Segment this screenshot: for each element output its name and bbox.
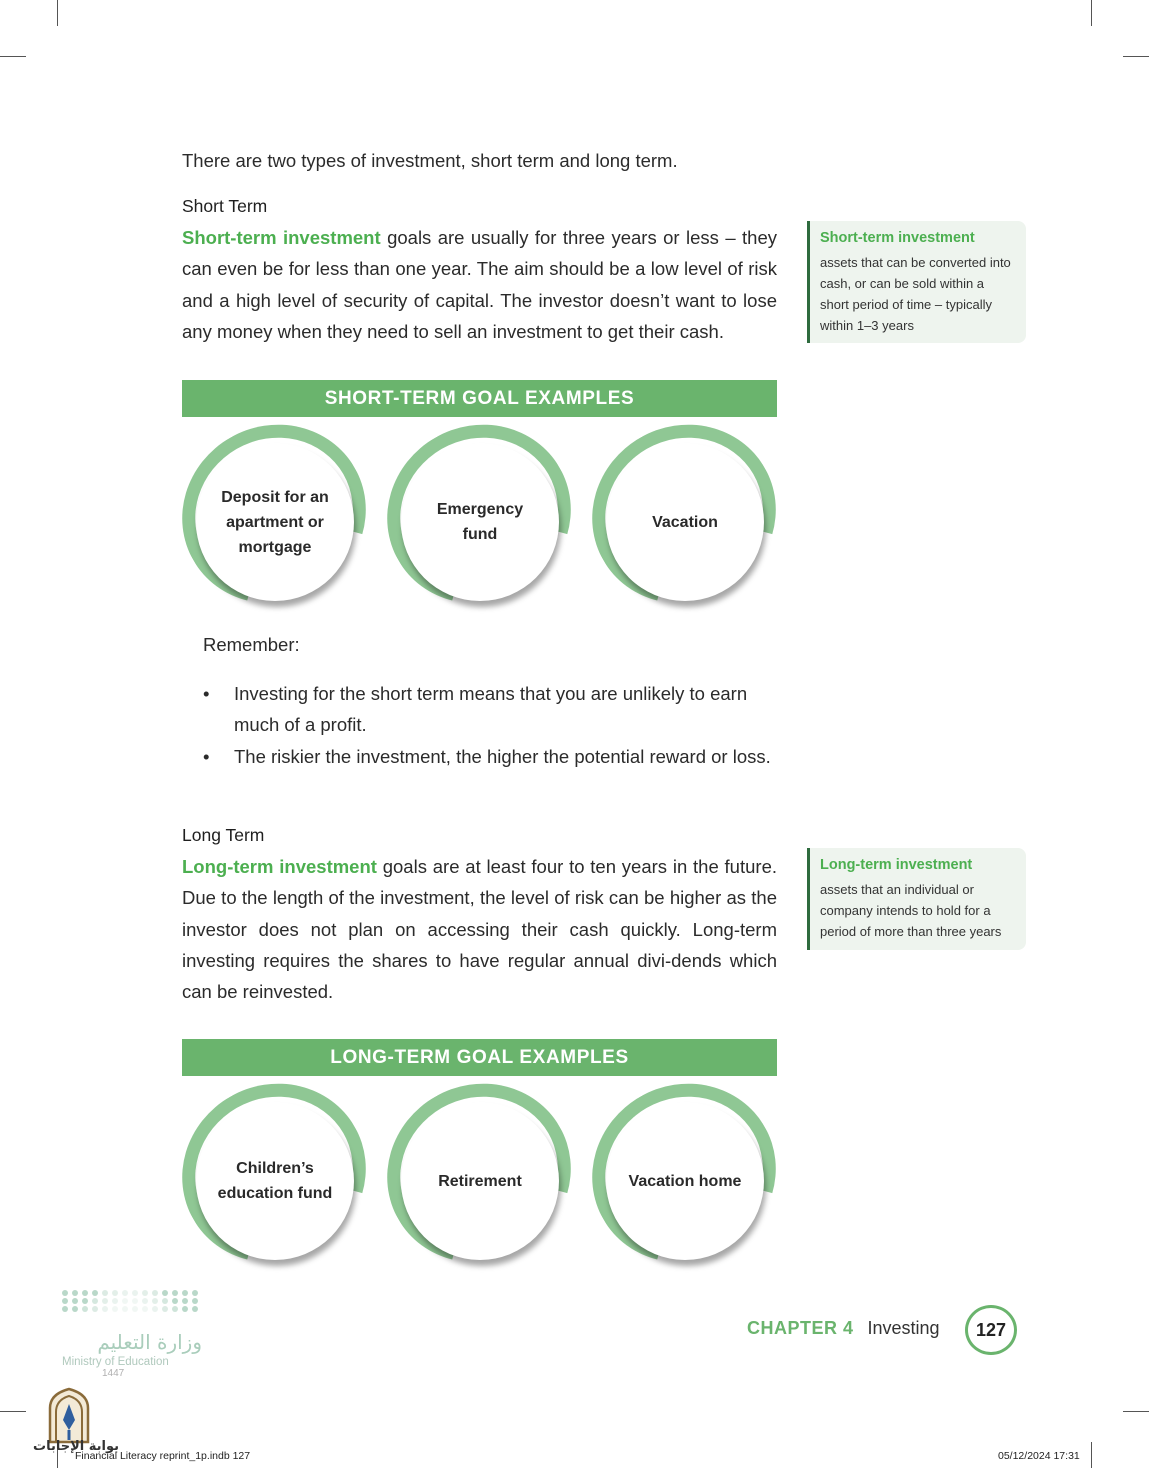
goal-circle xyxy=(181,1085,369,1265)
short-term-banner: SHORT-TERM GOAL EXAMPLES xyxy=(182,380,777,417)
long-term-banner: LONG-TERM GOAL EXAMPLES xyxy=(182,1039,777,1076)
ministry-english: Ministry of Education xyxy=(62,1356,169,1368)
crop-mark xyxy=(1123,56,1149,57)
ministry-arabic: وزارة التعليم xyxy=(97,1330,202,1354)
goal-label: Children’s education fund xyxy=(196,1102,354,1260)
list-item: • Investing for the short term means that you are unlikely to earn much of a profit. xyxy=(203,678,783,741)
goal-circle xyxy=(591,426,779,606)
long-term-paragraph xyxy=(182,851,777,1007)
goal-circle xyxy=(386,426,574,606)
long-term-heading: Long Term xyxy=(182,825,265,845)
goal-circle xyxy=(591,1085,779,1265)
short-term-definition-box xyxy=(807,221,1026,343)
goal-label: Deposit for an apartment or mortgage xyxy=(196,443,354,601)
remember-label: Remember: xyxy=(203,634,300,655)
sidebox-text: assets that can be converted into cash, or can be sold within a short period of time – typically within 1–3 years xyxy=(820,255,1011,333)
short-term-paragraph xyxy=(182,222,777,347)
watermark-logo-icon xyxy=(44,1386,94,1444)
crop-mark xyxy=(1123,1411,1149,1412)
logo-dots-icon xyxy=(62,1290,202,1312)
ministry-logo xyxy=(62,1290,202,1379)
goal-label: Vacation home xyxy=(606,1102,764,1260)
slug-date: 05/12/2024 17:31 xyxy=(998,1450,1080,1462)
short-term-text: goals are usually for three years or less – they can even be for less than one year. The aim should be a low level of risk and a high level of security of capital. The investor doesn’t want to lose any money when they need to sell an investment to get their cash. xyxy=(182,227,777,342)
ministry-year: 1447 xyxy=(102,1368,125,1379)
goal-label: Vacation xyxy=(606,443,764,601)
crop-mark xyxy=(1091,0,1092,26)
goal-circle xyxy=(386,1085,574,1265)
chapter-label: CHAPTER 4 xyxy=(747,1318,854,1338)
crop-mark xyxy=(1091,1442,1092,1468)
goal-label: Retirement xyxy=(401,1102,559,1260)
bullet-icon: • xyxy=(203,683,210,704)
crop-mark xyxy=(0,56,26,57)
footer-chapter xyxy=(747,1318,940,1339)
slug-file: Financial Literacy reprint_1p.indb 127 xyxy=(75,1450,251,1462)
goal-circle xyxy=(181,426,369,606)
crop-mark xyxy=(0,1411,26,1412)
goal-label: Emergency fund xyxy=(401,443,559,601)
remember-list xyxy=(203,678,783,772)
chapter-title: Investing xyxy=(867,1318,940,1338)
long-term-keyword: Long-term investment xyxy=(182,856,377,877)
long-term-definition-box xyxy=(807,848,1026,950)
sidebox-title: Short-term investment xyxy=(820,230,975,246)
watermark-text: بوابة الإجابات xyxy=(33,1439,119,1454)
short-term-keyword: Short-term investment xyxy=(182,227,381,248)
crop-mark xyxy=(57,0,58,26)
bullet-icon: • xyxy=(203,745,210,767)
sidebox-text: assets that an individual or company intends to hold for a period of more than three years xyxy=(820,882,1002,939)
long-term-text: goals are at least four to ten years in the future. Due to the length of the investment, the level of risk can be higher as the investor does not plan on accessing their cash quickly. Long-term investing requires the shares to have regular annual divi-dends which can be reinvested. xyxy=(182,856,777,1003)
page-number: 127 xyxy=(965,1305,1017,1355)
sidebox-title: Long-term investment xyxy=(820,857,973,873)
list-item: • The riskier the investment, the higher the potential reward or loss. xyxy=(203,741,783,772)
intro-text: There are two types of investment, short term and long term. xyxy=(182,150,678,171)
short-term-heading: Short Term xyxy=(182,196,268,216)
